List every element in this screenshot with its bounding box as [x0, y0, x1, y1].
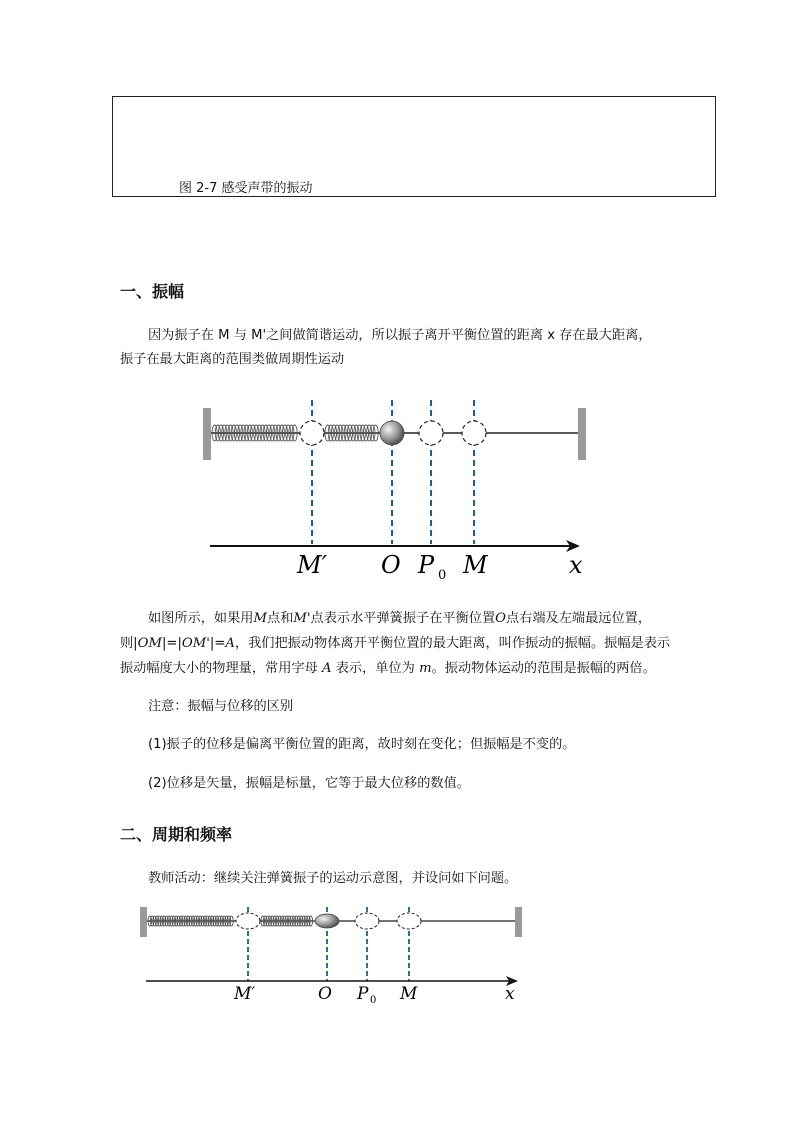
text-run: 表示，单位为 [331, 661, 420, 676]
text-run: 点表示水平弹簧振子在平衡位置 [310, 611, 496, 626]
text-run: 则| [120, 636, 138, 651]
symbol-om-prime: OM' [181, 636, 210, 651]
label-p: P [418, 551, 435, 579]
symbol-om: OM [137, 636, 162, 651]
text-run: |= [209, 636, 226, 651]
label-m-prime: M′ [234, 984, 256, 1004]
text-run: 如图所示，如果用 [148, 611, 254, 626]
figure-caption: 图 2-7 感受声带的振动 [179, 181, 313, 196]
note-item-1: (1)振子的位移是偏离平衡位置的距离，故时刻在变化；但振幅是不变的。 [148, 737, 576, 752]
position-circle-m [397, 913, 421, 929]
position-circle-m [462, 421, 486, 445]
paragraph-line [120, 660, 656, 678]
left-wall [140, 907, 147, 937]
note-item-2: (2)位移是矢量，振幅是标量，它等于最大位移的数值。 [148, 776, 470, 791]
symbol-o: O [495, 611, 506, 626]
text-run: 点和 [267, 611, 294, 626]
spring-oscillator-diagram [200, 396, 600, 586]
position-circle-m-prime [236, 913, 260, 929]
text-run: |=| [161, 636, 182, 651]
paragraph-line [120, 635, 670, 653]
label-x: x [505, 984, 515, 1004]
section-heading-amplitude: 一、振幅 [120, 282, 185, 301]
label-m: M [400, 984, 418, 1004]
right-wall [578, 408, 586, 460]
label-p: P [357, 984, 369, 1004]
text-run: 。振动物体运动的范围是振幅的两倍。 [431, 661, 656, 676]
symbol-m-prime: M' [293, 611, 311, 626]
note-title: 注意：振幅与位移的区别 [148, 699, 294, 714]
label-o: O [318, 984, 332, 1004]
symbol-a: A [322, 661, 332, 676]
section-heading-period-frequency: 二、周期和频率 [120, 825, 233, 844]
label-m: M [463, 551, 488, 579]
symbol-unit-m: m [419, 661, 432, 676]
left-wall [203, 408, 211, 460]
right-wall [515, 907, 522, 937]
paragraph-line: 因为振子在 M 与 M'之间做简谐运动，所以振子离开平衡位置的距离 x 存在最大距离， [148, 328, 652, 343]
label-m-prime: M′ [297, 551, 328, 579]
text-run: 振动幅度大小的物理量，常用字母 [120, 661, 323, 676]
paragraph-line: 振子在最大距离的范围类做周期性运动 [120, 352, 345, 367]
paragraph-line [148, 610, 651, 628]
label-p-subscript: 0 [370, 995, 377, 1006]
position-circle-p0 [355, 913, 379, 929]
label-o: O [381, 551, 401, 579]
position-circle-m-prime [300, 421, 324, 445]
symbol-m: M [253, 611, 268, 626]
figure-box [112, 96, 716, 197]
label-p-subscript: 0 [438, 568, 447, 583]
oscillator-ball [315, 914, 339, 928]
teacher-activity: 教师活动：继续关注弹簧振子的运动示意图，并设问如下问题。 [148, 871, 518, 886]
text-run: ，我们把振动物体离开平衡位置的最大距离，叫作振动的振幅。振幅是表示 [234, 636, 671, 651]
label-x: x [569, 551, 583, 579]
oscillator-ball [380, 421, 404, 445]
position-circle-p0 [419, 421, 443, 445]
text-run: 点右端及左端最远位置， [505, 611, 652, 626]
symbol-a: A [225, 636, 235, 651]
spring-oscillator-diagram-small [138, 903, 528, 1007]
